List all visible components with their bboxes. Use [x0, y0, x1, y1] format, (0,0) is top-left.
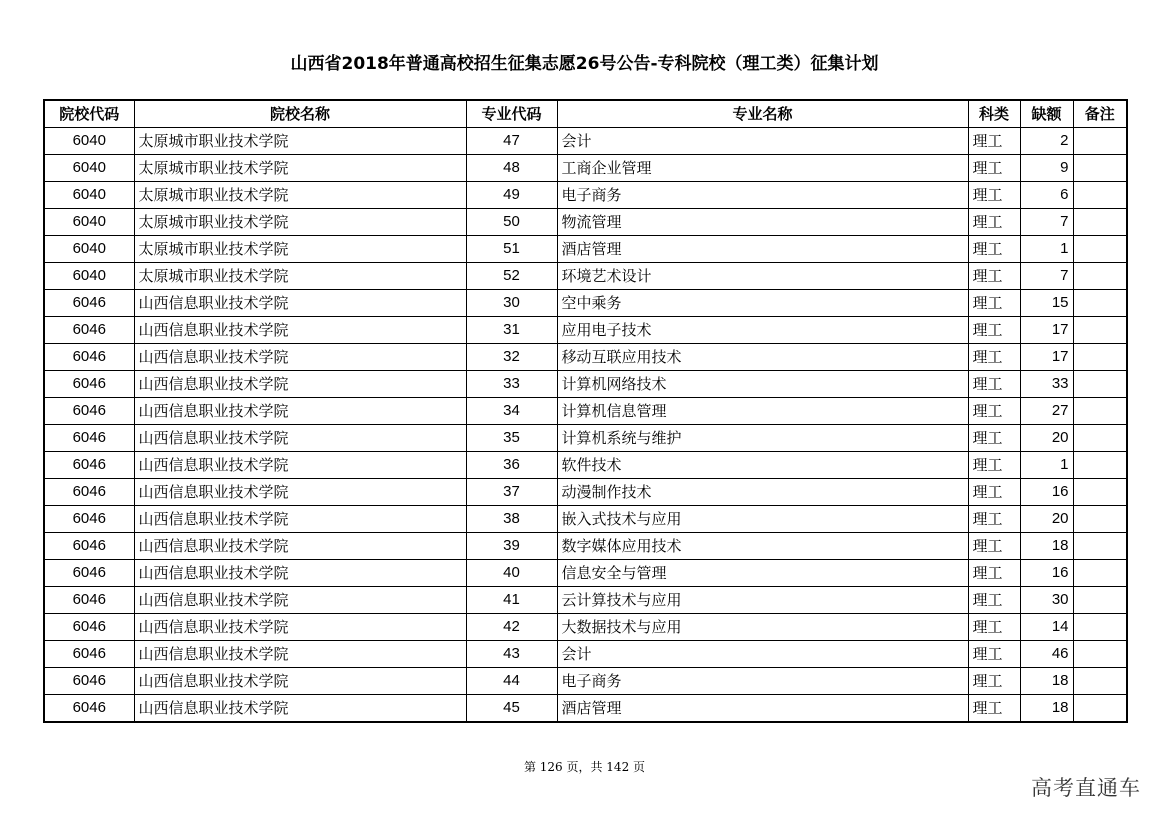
cell-vacancy: 18 [1020, 695, 1073, 723]
cell-category: 理工 [968, 209, 1020, 236]
cell-school-name: 山西信息职业技术学院 [134, 290, 466, 317]
header-category: 科类 [968, 100, 1020, 128]
cell-category: 理工 [968, 560, 1020, 587]
cell-major-code: 51 [466, 236, 557, 263]
cell-school-code: 6046 [44, 614, 134, 641]
cell-major-code: 37 [466, 479, 557, 506]
cell-major-name: 软件技术 [557, 452, 968, 479]
cell-school-name: 山西信息职业技术学院 [134, 668, 466, 695]
cell-school-name: 山西信息职业技术学院 [134, 560, 466, 587]
cell-vacancy: 9 [1020, 155, 1073, 182]
cell-vacancy: 20 [1020, 506, 1073, 533]
table-row [44, 317, 1127, 344]
cell-category: 理工 [968, 533, 1020, 560]
cell-school-code: 6046 [44, 371, 134, 398]
cell-note [1073, 452, 1127, 479]
cell-major-code: 49 [466, 182, 557, 209]
cell-category: 理工 [968, 425, 1020, 452]
cell-major-code: 35 [466, 425, 557, 452]
cell-school-name: 太原城市职业技术学院 [134, 209, 466, 236]
cell-category: 理工 [968, 479, 1020, 506]
table-row [44, 209, 1127, 236]
header-vacancy: 缺额 [1020, 100, 1073, 128]
cell-category: 理工 [968, 452, 1020, 479]
cell-major-name: 计算机信息管理 [557, 398, 968, 425]
cell-category: 理工 [968, 317, 1020, 344]
cell-school-code: 6046 [44, 344, 134, 371]
cell-major-code: 33 [466, 371, 557, 398]
cell-major-name: 会计 [557, 128, 968, 155]
cell-major-name: 云计算技术与应用 [557, 587, 968, 614]
cell-school-name: 太原城市职业技术学院 [134, 128, 466, 155]
cell-major-name: 空中乘务 [557, 290, 968, 317]
cell-note [1073, 587, 1127, 614]
table-row [44, 236, 1127, 263]
cell-major-name: 电子商务 [557, 668, 968, 695]
cell-note [1073, 533, 1127, 560]
cell-school-code: 6046 [44, 425, 134, 452]
cell-note [1073, 317, 1127, 344]
cell-school-name: 山西信息职业技术学院 [134, 317, 466, 344]
cell-category: 理工 [968, 506, 1020, 533]
cell-note [1073, 290, 1127, 317]
cell-school-name: 太原城市职业技术学院 [134, 236, 466, 263]
cell-category: 理工 [968, 344, 1020, 371]
cell-vacancy: 15 [1020, 290, 1073, 317]
cell-major-name: 动漫制作技术 [557, 479, 968, 506]
cell-major-name: 酒店管理 [557, 236, 968, 263]
cell-major-name: 大数据技术与应用 [557, 614, 968, 641]
cell-major-code: 50 [466, 209, 557, 236]
cell-school-code: 6046 [44, 317, 134, 344]
document-title: 山西省2018年普通高校招生征集志愿26号公告-专科院校（理工类）征集计划 [290, 54, 879, 74]
table-row [44, 668, 1127, 695]
table-row [44, 587, 1127, 614]
enrollment-plan-table [43, 99, 1128, 723]
cell-category: 理工 [968, 614, 1020, 641]
cell-school-code: 6040 [44, 128, 134, 155]
cell-school-name: 山西信息职业技术学院 [134, 506, 466, 533]
cell-school-code: 6040 [44, 155, 134, 182]
cell-school-name: 山西信息职业技术学院 [134, 398, 466, 425]
cell-school-name: 山西信息职业技术学院 [134, 452, 466, 479]
table-row [44, 290, 1127, 317]
cell-major-name: 环境艺术设计 [557, 263, 968, 290]
header-school-name: 院校名称 [134, 100, 466, 128]
cell-category: 理工 [968, 290, 1020, 317]
cell-note [1073, 425, 1127, 452]
cell-school-name: 山西信息职业技术学院 [134, 641, 466, 668]
cell-school-name: 太原城市职业技术学院 [134, 155, 466, 182]
table-row [44, 263, 1127, 290]
table-row [44, 452, 1127, 479]
cell-major-code: 40 [466, 560, 557, 587]
cell-major-code: 34 [466, 398, 557, 425]
cell-school-name: 太原城市职业技术学院 [134, 182, 466, 209]
cell-school-code: 6046 [44, 695, 134, 723]
cell-school-code: 6046 [44, 398, 134, 425]
cell-vacancy: 2 [1020, 128, 1073, 155]
table-row [44, 371, 1127, 398]
cell-school-code: 6046 [44, 506, 134, 533]
cell-school-code: 6046 [44, 533, 134, 560]
table-row [44, 155, 1127, 182]
cell-major-code: 30 [466, 290, 557, 317]
cell-category: 理工 [968, 398, 1020, 425]
cell-vacancy: 7 [1020, 263, 1073, 290]
cell-note [1073, 695, 1127, 723]
cell-school-code: 6046 [44, 641, 134, 668]
cell-vacancy: 18 [1020, 668, 1073, 695]
cell-vacancy: 6 [1020, 182, 1073, 209]
cell-category: 理工 [968, 371, 1020, 398]
cell-vacancy: 33 [1020, 371, 1073, 398]
table-row [44, 695, 1127, 723]
table-row [44, 533, 1127, 560]
cell-note [1073, 641, 1127, 668]
cell-school-name: 山西信息职业技术学院 [134, 371, 466, 398]
cell-major-code: 47 [466, 128, 557, 155]
cell-note [1073, 614, 1127, 641]
cell-category: 理工 [968, 587, 1020, 614]
table-row [44, 614, 1127, 641]
table-row [44, 128, 1127, 155]
cell-school-name: 山西信息职业技术学院 [134, 614, 466, 641]
cell-major-name: 嵌入式技术与应用 [557, 506, 968, 533]
cell-major-code: 39 [466, 533, 557, 560]
cell-school-code: 6040 [44, 263, 134, 290]
cell-note [1073, 236, 1127, 263]
cell-school-code: 6046 [44, 290, 134, 317]
cell-category: 理工 [968, 641, 1020, 668]
cell-vacancy: 20 [1020, 425, 1073, 452]
table-row [44, 479, 1127, 506]
cell-vacancy: 1 [1020, 452, 1073, 479]
cell-note [1073, 344, 1127, 371]
cell-school-name: 山西信息职业技术学院 [134, 479, 466, 506]
cell-note [1073, 560, 1127, 587]
cell-vacancy: 16 [1020, 560, 1073, 587]
table-row [44, 560, 1127, 587]
cell-category: 理工 [968, 695, 1020, 723]
cell-major-code: 32 [466, 344, 557, 371]
cell-category: 理工 [968, 236, 1020, 263]
cell-note [1073, 128, 1127, 155]
table-header [44, 100, 1127, 128]
cell-note [1073, 398, 1127, 425]
cell-major-name: 移动互联应用技术 [557, 344, 968, 371]
page-number-footer: 第 126 页，共 142 页 [523, 760, 646, 774]
cell-major-code: 31 [466, 317, 557, 344]
cell-vacancy: 17 [1020, 344, 1073, 371]
cell-note [1073, 263, 1127, 290]
cell-major-code: 45 [466, 695, 557, 723]
cell-category: 理工 [968, 155, 1020, 182]
cell-category: 理工 [968, 182, 1020, 209]
cell-school-name: 山西信息职业技术学院 [134, 533, 466, 560]
cell-school-code: 6046 [44, 668, 134, 695]
cell-major-code: 44 [466, 668, 557, 695]
cell-major-code: 42 [466, 614, 557, 641]
cell-category: 理工 [968, 668, 1020, 695]
cell-school-name: 山西信息职业技术学院 [134, 695, 466, 723]
cell-major-name: 会计 [557, 641, 968, 668]
cell-school-code: 6046 [44, 560, 134, 587]
cell-major-name: 信息安全与管理 [557, 560, 968, 587]
cell-major-name: 工商企业管理 [557, 155, 968, 182]
cell-school-code: 6040 [44, 236, 134, 263]
header-school-code: 院校代码 [44, 100, 134, 128]
cell-school-code: 6040 [44, 209, 134, 236]
cell-vacancy: 27 [1020, 398, 1073, 425]
cell-major-code: 52 [466, 263, 557, 290]
header-note: 备注 [1073, 100, 1127, 128]
cell-note [1073, 479, 1127, 506]
cell-school-name: 山西信息职业技术学院 [134, 425, 466, 452]
cell-category: 理工 [968, 128, 1020, 155]
cell-note [1073, 182, 1127, 209]
cell-major-name: 计算机系统与维护 [557, 425, 968, 452]
cell-school-code: 6046 [44, 452, 134, 479]
table-row [44, 182, 1127, 209]
cell-major-code: 41 [466, 587, 557, 614]
cell-major-code: 48 [466, 155, 557, 182]
table-row [44, 398, 1127, 425]
cell-major-code: 38 [466, 506, 557, 533]
cell-major-name: 电子商务 [557, 182, 968, 209]
cell-major-name: 酒店管理 [557, 695, 968, 723]
cell-vacancy: 17 [1020, 317, 1073, 344]
table-body [44, 128, 1127, 723]
cell-note [1073, 506, 1127, 533]
header-major-code: 专业代码 [466, 100, 557, 128]
cell-school-name: 太原城市职业技术学院 [134, 263, 466, 290]
cell-major-name: 数字媒体应用技术 [557, 533, 968, 560]
cell-school-code: 6040 [44, 182, 134, 209]
table-row [44, 425, 1127, 452]
cell-note [1073, 668, 1127, 695]
cell-category: 理工 [968, 263, 1020, 290]
cell-major-code: 36 [466, 452, 557, 479]
cell-school-code: 6046 [44, 587, 134, 614]
cell-vacancy: 14 [1020, 614, 1073, 641]
watermark-text: 高考直通车 [1031, 776, 1141, 800]
cell-vacancy: 16 [1020, 479, 1073, 506]
cell-major-name: 应用电子技术 [557, 317, 968, 344]
cell-vacancy: 1 [1020, 236, 1073, 263]
cell-major-name: 计算机网络技术 [557, 371, 968, 398]
cell-vacancy: 30 [1020, 587, 1073, 614]
cell-vacancy: 7 [1020, 209, 1073, 236]
cell-school-name: 山西信息职业技术学院 [134, 587, 466, 614]
cell-major-name: 物流管理 [557, 209, 968, 236]
cell-vacancy: 46 [1020, 641, 1073, 668]
cell-note [1073, 155, 1127, 182]
header-row [44, 100, 1127, 128]
header-major-name: 专业名称 [557, 100, 968, 128]
cell-school-code: 6046 [44, 479, 134, 506]
table-row [44, 641, 1127, 668]
cell-school-name: 山西信息职业技术学院 [134, 344, 466, 371]
cell-vacancy: 18 [1020, 533, 1073, 560]
cell-major-code: 43 [466, 641, 557, 668]
table-row [44, 344, 1127, 371]
cell-note [1073, 371, 1127, 398]
table-row [44, 506, 1127, 533]
cell-note [1073, 209, 1127, 236]
